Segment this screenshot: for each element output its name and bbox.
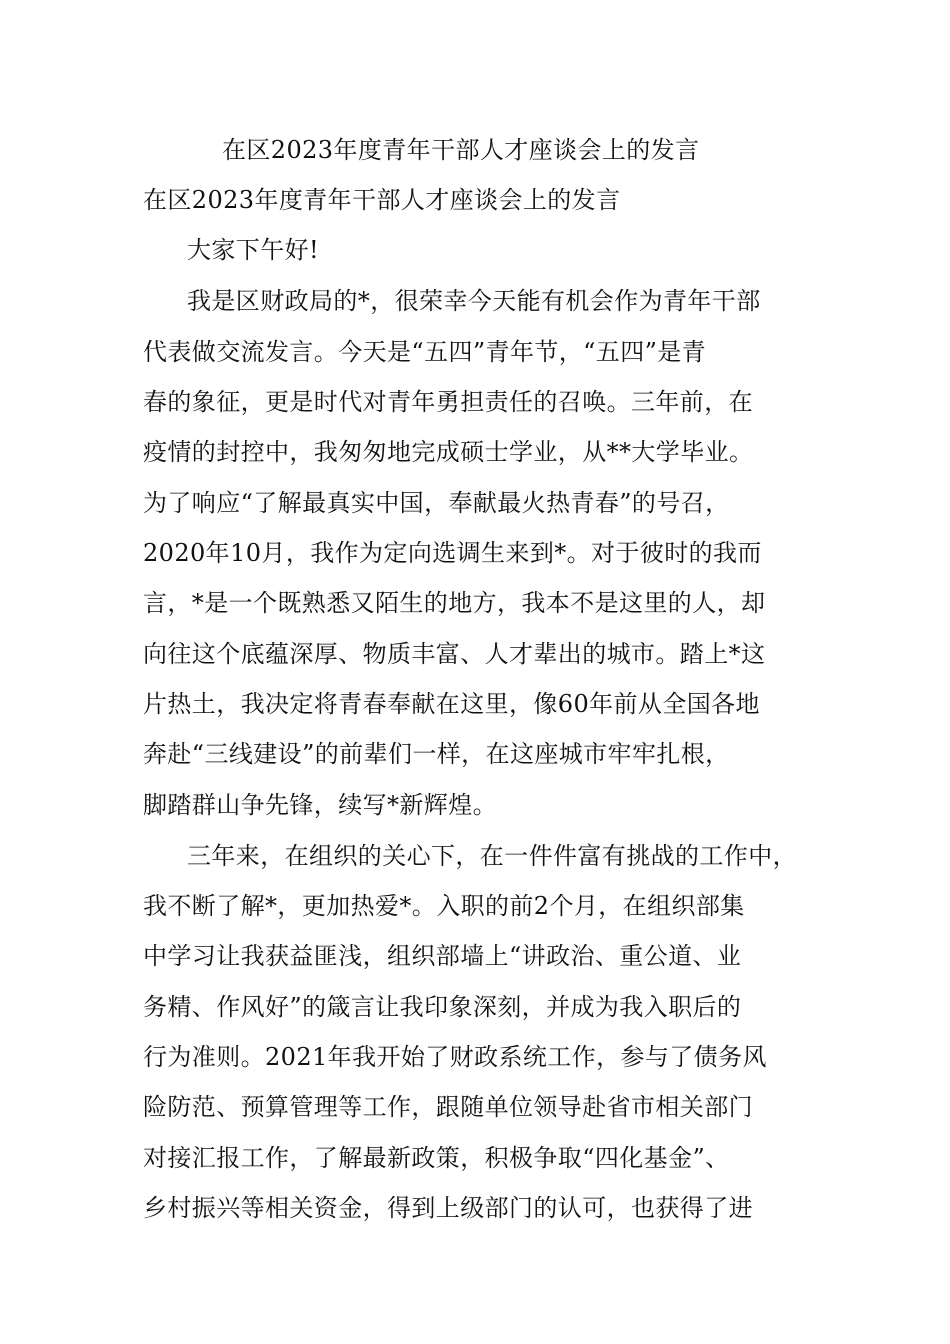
paragraph-line: 乡村振兴等相关资金，得到上级部门的认可，也获得了进 (143, 1194, 753, 1222)
paragraph-line: 中学习让我获益匪浅，组织部墙上“讲政治、重公道、业 (143, 942, 742, 970)
paragraph-line: 2020年10月，我作为定向选调生来到*。对于彼时的我而 (143, 539, 762, 567)
greeting: 大家下午好! (187, 236, 320, 264)
paragraph-line: 务精、作风好”的箴言让我印象深刻，并成为我入职后的 (143, 993, 742, 1021)
paragraph-line: 代表做交流发言。今天是“五四”青年节，“五四”是青 (143, 338, 707, 366)
paragraph-line: 奔赴“三线建设”的前辈们一样，在这座城市牢牢扎根， (143, 740, 730, 768)
paragraph-line: 险防范、预算管理等工作，跟随单位领导赴省市相关部门 (143, 1093, 753, 1121)
paragraph-line: 为了响应“了解最真实中国，奉献最火热青春”的号召， (143, 489, 730, 517)
document-subtitle: 在区2023年度青年干部人才座谈会上的发言 (143, 186, 621, 214)
paragraph-line: 我不断了解*，更加热爱*。入职的前2个月，在组织部集 (143, 892, 745, 920)
document-title: 在区2023年度青年干部人才座谈会上的发言 (222, 136, 700, 164)
paragraph-line: 疫情的封控中，我匆匆地完成硕士学业，从**大学毕业。 (143, 438, 754, 466)
paragraph-line: 脚踏群山争先锋，续写*新辉煌。 (143, 791, 497, 819)
paragraph-line: 向往这个底蕴深厚、物质丰富、人才辈出的城市。踏上*这 (143, 640, 766, 668)
paragraph-line: 言，*是一个既熟悉又陌生的地方，我本不是这里的人，却 (143, 589, 766, 617)
paragraph-line: 对接汇报工作，了解最新政策，积极争取“四化基金”、 (143, 1144, 730, 1172)
paragraph-line: 我是区财政局的*，很荣幸今天能有机会作为青年干部 (187, 287, 761, 315)
paragraph-line: 行为准则。2021年我开始了财政系统工作，参与了债务风 (143, 1043, 767, 1071)
paragraph-line: 三年来，在组织的关心下，在一件件富有挑战的工作中， (187, 842, 797, 870)
paragraph-line: 片热土，我决定将青春奉献在这里，像60年前从全国各地 (143, 690, 760, 718)
paragraph-line: 春的象征，更是时代对青年勇担责任的召唤。三年前，在 (143, 388, 753, 416)
